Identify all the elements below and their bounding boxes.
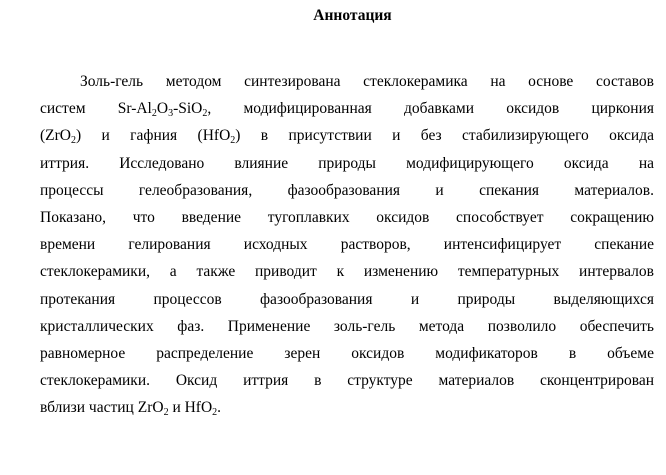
- abstract-line: [40, 340, 654, 367]
- abstract-line: [40, 95, 654, 122]
- text-run: кристаллических фаз. Применение золь-гель метода позволило обеспечить: [40, 317, 654, 335]
- subscript: 2: [163, 407, 169, 419]
- text-run: времени гелирования исходных растворов, интенсифицирует спекание: [40, 236, 654, 254]
- abstract-line: [40, 394, 654, 421]
- abstract-line: [40, 231, 654, 258]
- text-run: систем Sr-Al: [40, 100, 152, 118]
- abstract-line: [40, 286, 654, 313]
- abstract-line: [40, 313, 654, 340]
- abstract-line: [40, 204, 654, 231]
- text-run: вблизи частиц ZrO: [40, 399, 164, 417]
- abstract-line: [40, 177, 654, 204]
- text-run: O: [156, 100, 169, 118]
- abstract-line: [40, 122, 654, 149]
- subscript: 2: [212, 407, 218, 419]
- text-run: , модифицированная добавками оксидов циркония: [207, 100, 655, 118]
- abstract-line: [40, 367, 654, 394]
- text-run: (ZrO: [40, 127, 71, 145]
- text-run: процессы гелеобразования, фазообразования и спекания материалов.: [40, 181, 654, 199]
- subscript: 2: [202, 108, 208, 120]
- text-run: ) в присутствии и без стабилизирующего оксида: [235, 127, 654, 145]
- abstract-paragraph: [40, 68, 654, 421]
- text-run: Золь-гель методом синтезирована стеклокерамика на основе составов: [80, 73, 654, 90]
- subscript: 3: [168, 108, 174, 120]
- text-run: Показано, что введение тугоплавких оксидов способствует сокращению: [40, 208, 654, 226]
- abstract-line: [40, 68, 654, 95]
- abstract-line: [40, 150, 654, 177]
- text-run: -SiO: [173, 100, 203, 118]
- abstract-line: [40, 258, 654, 285]
- abstract-title: Аннотация: [313, 7, 392, 24]
- subscript: 2: [230, 135, 236, 147]
- text-run: протекания процессов фазообразования и природы выделяющихся: [40, 290, 654, 308]
- text-run: стеклокерамики, а также приводит к изменению температурных интервалов: [40, 263, 654, 281]
- text-run: иттрия. Исследовано влияние природы модифицирующего оксида на: [40, 154, 654, 172]
- text-run: ) и гафния (HfO: [76, 127, 231, 145]
- text-run: .: [217, 399, 222, 417]
- text-run: равномерное распределение зерен оксидов модификаторов в объеме: [40, 344, 654, 362]
- text-run: и HfO: [168, 399, 213, 417]
- text-run: стеклокерамики. Оксид иттрия в структуре материалов сконцентрирован: [40, 372, 654, 390]
- subscript: 2: [151, 108, 157, 120]
- subscript: 2: [71, 135, 76, 147]
